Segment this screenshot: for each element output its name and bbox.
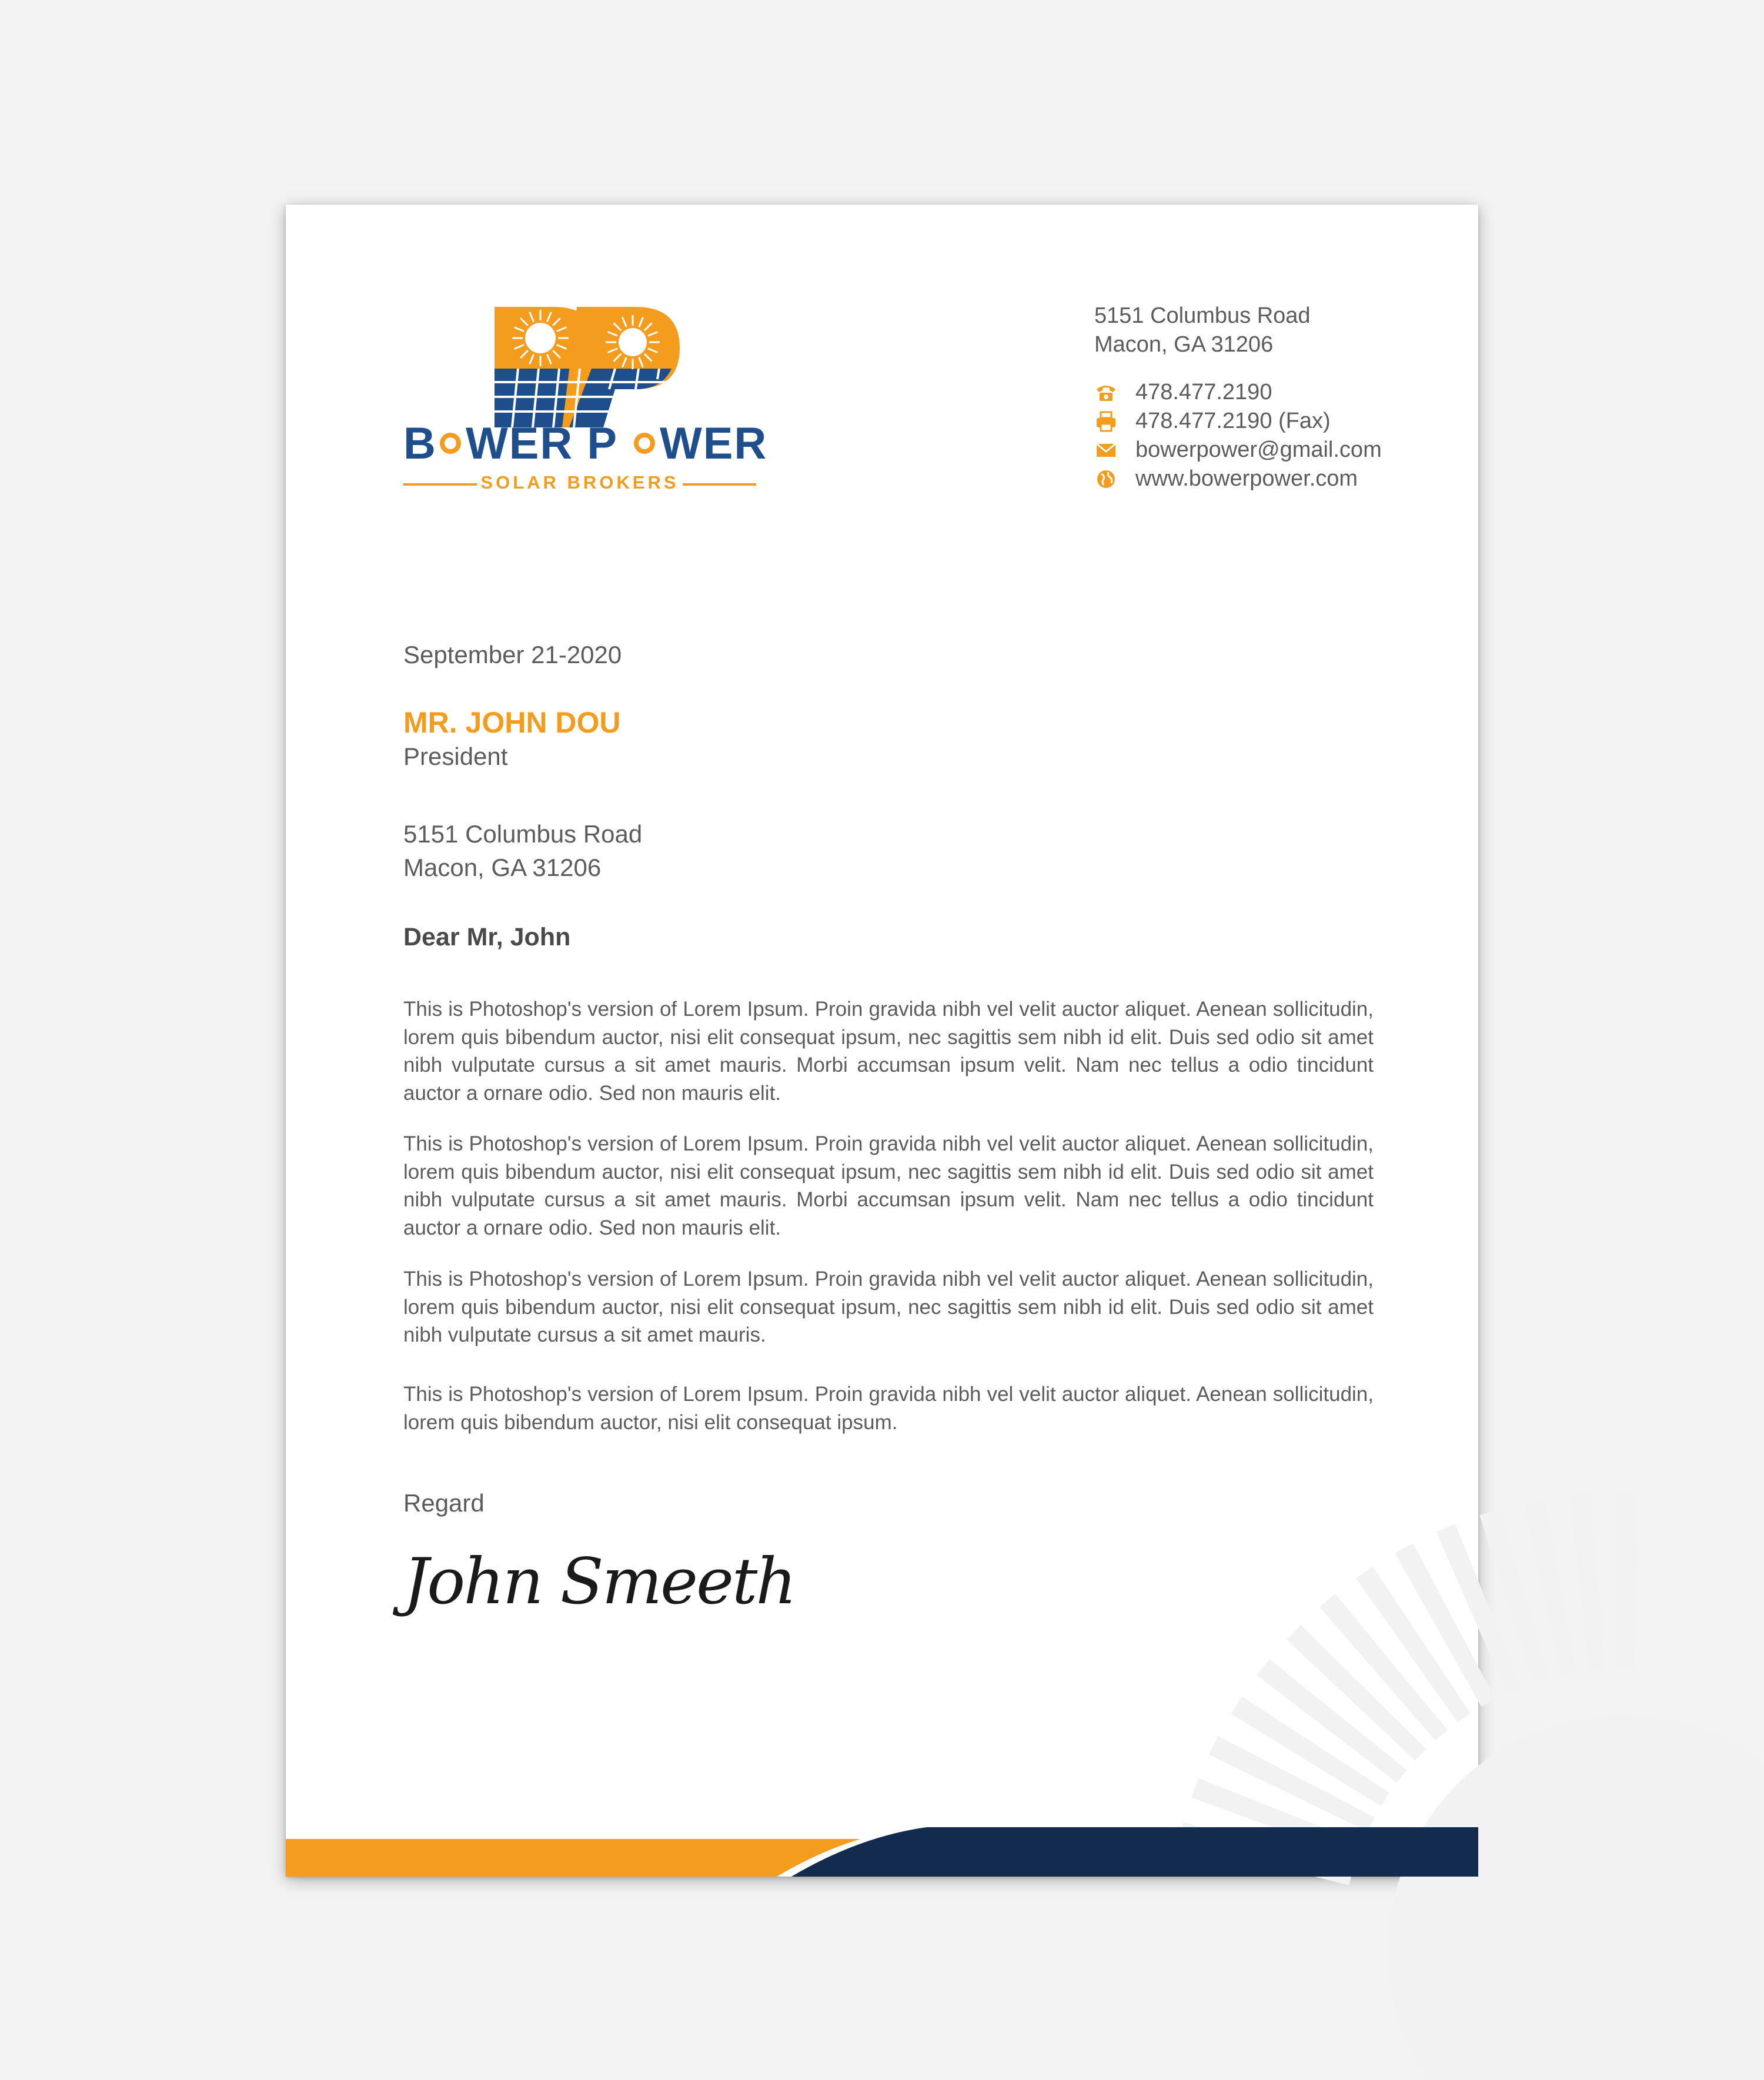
letterhead-sheet [286, 205, 1478, 1877]
recipient-address [403, 817, 642, 884]
body-paragraph-2: This is Photoshop's version of Lorem Ipsum. Proin gravida nibh vel velit auctor aliquet. Aenean sollicitudin, lorem quis bibendum auctor, nisi elit consequat ipsum, nec sagittis sem nibh id elit. Duis sed odio sit amet nibh vulputate cursus a sit amet mauris. Morbi accumsan ipsum velit. Nam nec tellus a odio tincidunt auctor a ornare odio. Sed non mauris elit. [403, 1132, 1374, 1239]
body-paragraph-3: This is Photoshop's version of Lorem Ipsum. Proin gravida nibh vel velit auctor aliquet. Aenean sollicitudin, lorem quis bibendum auctor, nisi elit consequat ipsum, nec sagittis sem nibh id elit. Duis sed odio sit amet nibh vulputate cursus a sit amet mauris. [403, 1268, 1374, 1346]
phone-number: 478.477.2190 [1135, 380, 1272, 404]
contact-phone [1094, 378, 1382, 407]
sender-address-line2: Macon, GA 31206 [1094, 332, 1274, 357]
contact-email [1094, 436, 1382, 464]
contact-fax [1094, 407, 1382, 436]
sender-address [1094, 302, 1382, 359]
footer-orange-stripe [286, 1839, 874, 1877]
email-address: bowerpower@gmail.com [1135, 437, 1382, 462]
svg-text:WER: WER [660, 419, 768, 469]
footer-navy-wave [791, 1827, 1478, 1877]
tagline-text: SOLAR BROKERS [480, 472, 679, 493]
watermark-ray [1570, 1493, 1605, 1671]
greeting: Dear Mr, John [403, 923, 571, 951]
fax-icon [1094, 410, 1118, 433]
tagline [403, 472, 756, 496]
footer-band [286, 1827, 1478, 1877]
brand-wordmark [403, 419, 768, 469]
phone-icon [1094, 381, 1118, 404]
brand-name [403, 419, 768, 469]
tagline-rule-right [683, 483, 756, 486]
closing: Regard [403, 1489, 485, 1517]
body-paragraph-4: This is Photoshop's version of Lorem Ipsum. Proin gravida nibh vel velit auctor aliquet. Aenean sollicitudin, lorem quis bibendum auctor, nisi elit consequat ipsum. [403, 1383, 1374, 1434]
recipient-title: President [403, 743, 508, 770]
email-icon [1094, 439, 1118, 462]
sender-contact [1094, 302, 1382, 493]
svg-text:B: B [403, 419, 437, 469]
recipient-address-line1: 5151 Columbus Road [403, 820, 643, 848]
recipient-address-line2: Macon, GA 31206 [403, 854, 602, 881]
svg-text:WER P: WER P [466, 419, 619, 469]
contact-website [1094, 464, 1382, 493]
letter-date: September 21-2020 [403, 641, 622, 668]
globe-icon [1094, 467, 1118, 491]
body-paragraph-1: This is Photoshop's version of Lorem Ipsum. Proin gravida nibh vel velit auctor aliquet. Aenean sollicitudin, lorem quis bibendum auctor, nisi elit consequat ipsum, nec sagittis sem nibh id elit. Duis sed odio sit amet nibh vulputate cursus a sit amet mauris. Morbi accumsan ipsum velit. Nam nec tellus a odio tincidunt auctor a ornare odio. Sed non mauris elit. [403, 998, 1374, 1105]
recipient-name: MR. JOHN DOU [403, 706, 621, 739]
watermark-ray [1616, 1492, 1637, 1668]
signature: John Smeeth [403, 1545, 795, 1618]
sender-address-line1: 5151 Columbus Road [1094, 303, 1311, 328]
fax-number: 478.477.2190 (Fax) [1135, 409, 1331, 433]
website-url: www.bowerpower.com [1135, 466, 1358, 491]
